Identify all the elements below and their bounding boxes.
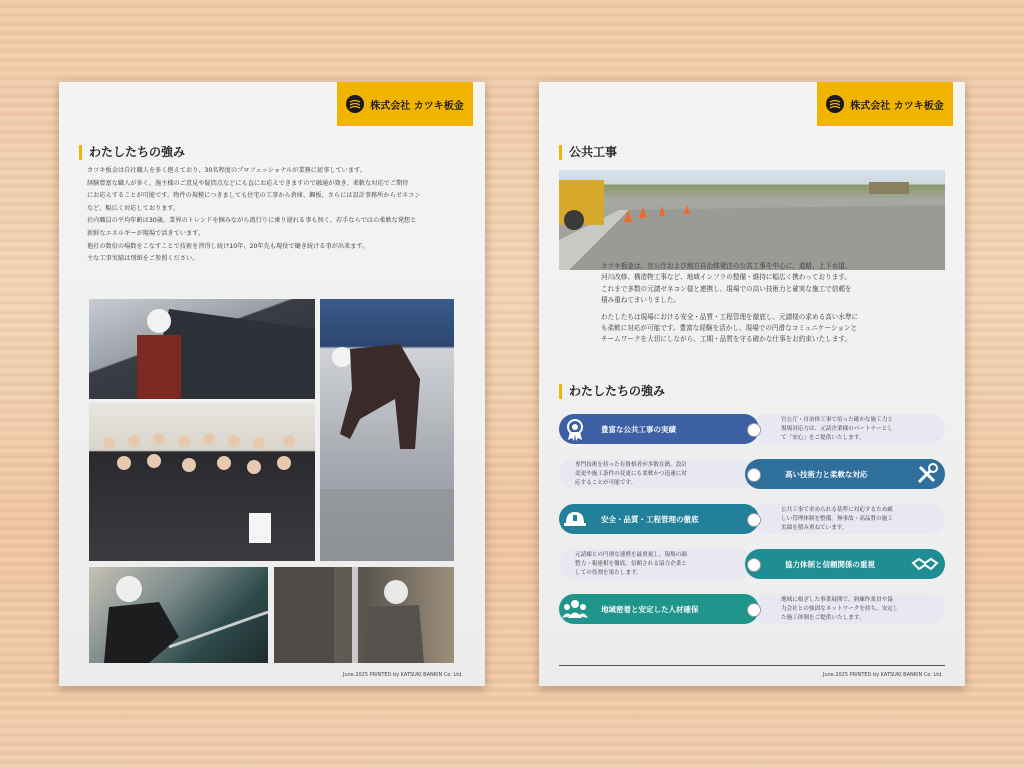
company-name: 株式会社 カツキ板金 (850, 100, 944, 112)
road-construction-photo (559, 170, 945, 270)
connector-dot-icon (747, 603, 761, 617)
logo-mark-icon (346, 95, 364, 113)
people-icon (561, 595, 589, 623)
roof-worker-photo (320, 299, 454, 561)
connector-dot-icon (747, 558, 761, 572)
handshake-icon (911, 550, 939, 578)
strength-label-3: 安全・品質・工程管理の徹底 (559, 504, 759, 534)
footer-divider (559, 665, 945, 666)
brochure-page-right (539, 82, 965, 686)
strengths-title: わたしたちの強み (559, 384, 665, 399)
award-icon (561, 415, 589, 443)
connector-dot-icon (747, 423, 761, 437)
connector-dot-icon (747, 468, 761, 482)
strength-label-5: 地域密着と安定した人材確保 (559, 594, 759, 624)
strength-desc-3: 公共工事で求められる基準に対応するため厳 しい管理体制を整備。無事故・高品質の施工 実績を積み重ねています。 (751, 504, 945, 534)
section-title: わたしたちの強み (79, 145, 185, 160)
strength-desc-2: 専門技術を持った有資格者が多数在籍。設計 変更や施工条件の変更にも柔軟かつ迅速に対 応することが可能です。 (559, 459, 753, 489)
roofer-photo (89, 299, 315, 399)
helmet-icon (561, 505, 589, 533)
strength-desc-4: 元請様との円滑な連携を最重視し、現場の調 整力・報連相を徹底。信頼される協力企業と しての役割を果たします。 (559, 549, 753, 579)
worker-kneeling-photo (89, 567, 268, 663)
strength-label-4: 協力体制と信頼関係の重視 (745, 549, 945, 579)
section-title: 公共工事 (559, 145, 617, 160)
strengths-text: カツキ板金は自社職人を多く抱えており、30名程度のプロフェッショナルが業務に従事しています。 経験豊富な職人が多く、施主様のご意見や疑問点などにも直にお応えできますので融通が効き、柔軟な対応でご期待 にお応えすることが可能です。物件の規模につきましても住宅の工事から倉庫、鋼板、さらには設計事務所からゼネコン など、幅広く対応しております。 社内職員の平均年齢は30歳。業界のトレンドを掴みながら流行りに乗り遅れる事も無く、若手ならではの柔軟な発想と 新鮮なエネルギーが現場で活きています。 他社の数倍の場数をこなすことで技術を習得し続け10年、20年先も現役で働き続ける事が出来ます。 主な工事実績は別紙をご参照ください。 (87, 167, 421, 263)
logo-mark-icon (826, 95, 844, 113)
public-works-text: カツキ板金は、官公庁および地方自治体発注の公共工事を中心に、道路、上下水道、 河川改修、構造物工事など、地域インフラの整備・維持に幅広く携わっております。 これまで多数の元請ゼネコン様と連携し、現場での高い技術力と確実な施工で信頼を 積み重ねてまいりました。 わたしたちは現場における安全・品質・工程管理を徹底し、元請様の求める高い水準に も柔軟に対応が可能です。豊富な経験を活かし、現場での円滑なコミュニケーションと チームワークを大切にしながら、工期・品質を守る確かな仕事をお約束いたします。 (601, 262, 859, 344)
strength-desc-5: 地域に根ざした事業展開で、熟練作業員や協 力会社との強固なネットワークを持ち、安定し た施工体制をご提供いたします。 (751, 594, 945, 624)
strength-label-1: 豊富な公共工事の実績 (559, 414, 759, 444)
wall-worker-photo (274, 567, 454, 663)
footer-credit: June.2025 PRINTED by KATSUKI BANKIN Co. Ltd. (342, 672, 463, 678)
strength-desc-1: 官公庁・自治体工事で培った確かな施工力と 現場対応力は、元請企業様のパートナーとし て「安心」をご提供いたします。 (751, 414, 945, 444)
tools-icon (913, 460, 941, 488)
team-photo (89, 403, 315, 561)
company-logo (337, 82, 473, 126)
company-name: 株式会社 カツキ板金 (370, 100, 464, 112)
footer-credit: June.2025 PRINTED by KATSUKI BANKIN Co. Ltd. (822, 672, 943, 678)
strength-label-2: 高い技術力と柔軟な対応 (745, 459, 945, 489)
company-logo (817, 82, 953, 126)
brochure-page-left (59, 82, 485, 686)
connector-dot-icon (747, 513, 761, 527)
